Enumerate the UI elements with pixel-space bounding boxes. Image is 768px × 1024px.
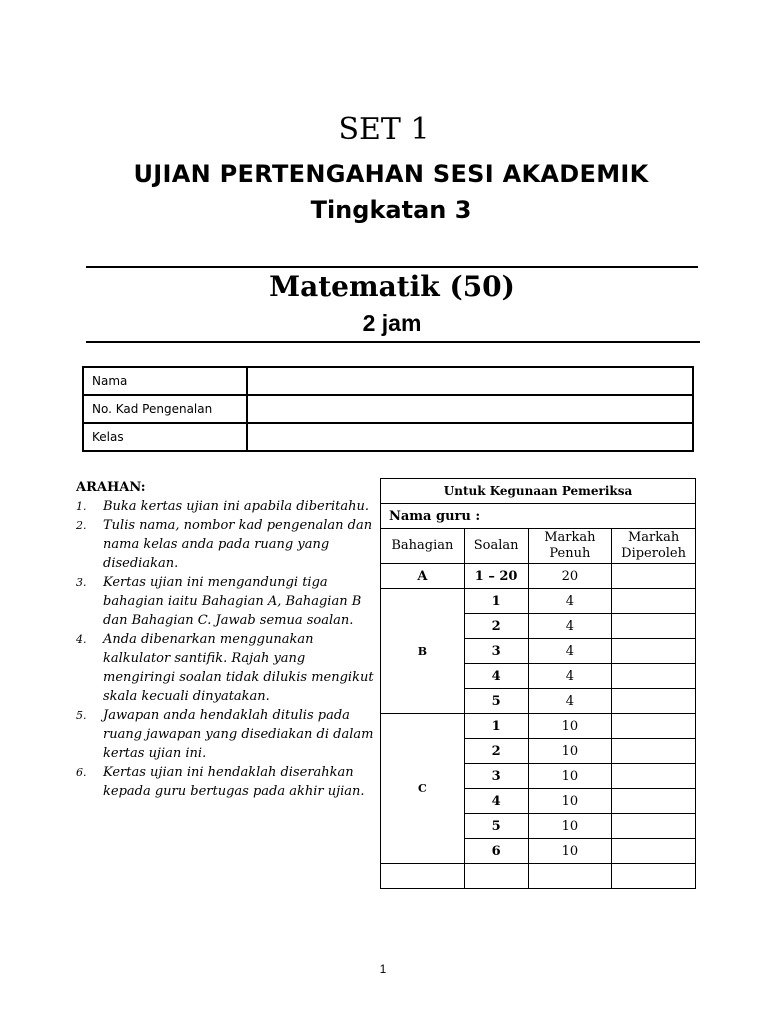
name-label: Nama [83,367,247,395]
question-number: 3 [464,764,528,789]
total-empty-cell [381,864,465,889]
obtained-marks-cell[interactable] [612,764,696,789]
question-number: 5 [464,689,528,714]
subject-title: Matematik (50) [269,270,515,303]
question-number: 2 [464,614,528,639]
question-number: 3 [464,639,528,664]
ic-number-label: No. Kad Pengenalan [83,395,247,423]
top-divider [86,266,698,268]
examiner-table [380,478,696,889]
total-empty-cell [464,864,528,889]
section-label-c: C [381,714,465,864]
class-label: Kelas [83,423,247,451]
instruction-number: 6. [76,766,87,779]
teacher-name-row [381,504,696,529]
question-number: 1 – 20 [464,564,528,589]
section-header: Bahagian [381,529,465,564]
full-marks: 10 [528,839,612,864]
obtained-marks-cell[interactable] [612,614,696,639]
full-marks: 4 [528,639,612,664]
full-marks: 4 [528,589,612,614]
question-number: 2 [464,739,528,764]
full-marks: 10 [528,814,612,839]
obtained-marks-cell[interactable] [612,564,696,589]
question-number: 4 [464,789,528,814]
obtained-marks-cell[interactable] [612,814,696,839]
instruction-text: Tulis nama, nombor kad pengenalan dan nama kelas anda pada ruang yang disediakan. [103,518,373,571]
section-label-a: A [381,564,465,589]
exam-title: UJIAN PERTENGAHAN SESI AKADEMIK [133,160,649,188]
obtained-marks-cell[interactable] [612,789,696,814]
bottom-divider [86,341,700,343]
full-marks: 4 [528,614,612,639]
total-row [381,864,696,889]
instruction-text: Kertas ujian ini mengandungi tiga bahagian iaitu Bahagian A, Bahagian B dan Bahagian C. Jawab semua soalan. [103,575,362,628]
examiner-table-title-row [381,479,696,504]
full-marks: 10 [528,739,612,764]
instructions-heading: ARAHAN: [76,480,146,495]
question-number: 5 [464,814,528,839]
table-row [381,714,696,739]
instruction-text: Buka kertas ujian ini apabila diberitahu. [103,499,369,514]
ic-number-field[interactable] [247,395,693,423]
instruction-number: 3. [76,576,87,589]
instruction-text: Jawapan anda hendaklah ditulis pada ruang jawapan yang disediakan di dalam kertas ujian ini. [103,708,374,761]
candidate-row-name [83,367,693,395]
name-field[interactable] [247,367,693,395]
obtained-marks-cell[interactable] [612,689,696,714]
obtained-marks-cell[interactable] [612,714,696,739]
examiner-table-header [381,529,696,564]
total-obtained-cell[interactable] [612,864,696,889]
instruction-item [76,516,376,573]
instructions-list [76,497,376,801]
form-level: Tingkatan 3 [310,196,472,224]
full-marks: 20 [528,564,612,589]
obtained-marks-cell[interactable] [612,639,696,664]
full-marks-header: Markah Penuh [528,529,612,564]
instruction-text: Anda dibenarkan menggunakan kalkulator santifik. Rajah yang mengiringi soalan tidak dilukis mengikut skala kecuali dinyatakan. [103,632,374,704]
full-marks: 4 [528,664,612,689]
candidate-row-ic [83,395,693,423]
table-row [381,589,696,614]
table-row [381,564,696,589]
obtained-marks-header: Markah Diperoleh [612,529,696,564]
instruction-number: 5. [76,709,87,722]
teacher-name-label: Nama guru : [381,504,696,529]
obtained-marks-cell[interactable] [612,739,696,764]
full-marks: 10 [528,764,612,789]
question-number: 6 [464,839,528,864]
question-number: 1 [464,714,528,739]
obtained-marks-cell[interactable] [612,589,696,614]
instruction-item [76,706,376,763]
total-empty-cell [528,864,612,889]
candidate-row-class [83,423,693,451]
page-number: 1 [379,962,387,976]
question-header: Soalan [464,529,528,564]
instruction-item [76,573,376,630]
full-marks: 4 [528,689,612,714]
instruction-item [76,497,376,516]
question-number: 4 [464,664,528,689]
instruction-item [76,630,376,706]
question-number: 1 [464,589,528,614]
full-marks: 10 [528,714,612,739]
instructions-block [76,478,376,801]
instruction-item [76,763,376,801]
instruction-number: 4. [76,633,87,646]
full-marks: 10 [528,789,612,814]
class-field[interactable] [247,423,693,451]
exam-duration: 2 jam [362,310,422,336]
section-label-b: B [381,589,465,714]
candidate-info-table [82,366,694,452]
examiner-table-title: Untuk Kegunaan Pemeriksa [381,479,696,504]
obtained-marks-cell[interactable] [612,664,696,689]
instruction-text: Kertas ujian ini hendaklah diserahkan kepada guru bertugas pada akhir ujian. [103,765,365,799]
obtained-marks-cell[interactable] [612,839,696,864]
instruction-number: 1. [76,500,87,513]
instruction-number: 2. [76,519,87,532]
set-label: SET 1 [338,112,430,147]
